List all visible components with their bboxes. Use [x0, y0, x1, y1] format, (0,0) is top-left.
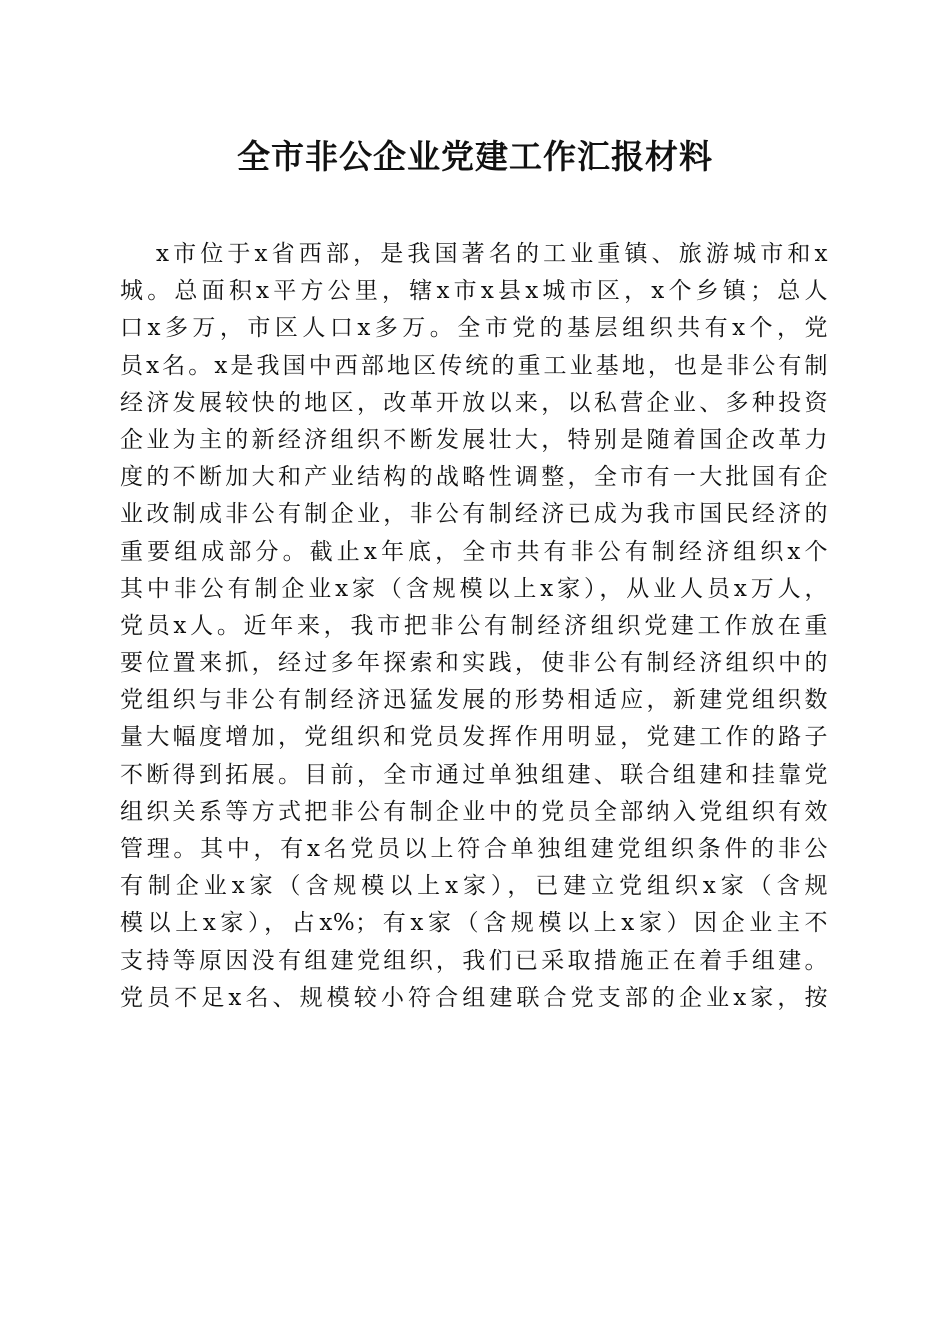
body-line: 党组织与非公有制经济迅猛发展的形势相适应，新建党组织数 [120, 687, 828, 714]
body-line: 模以上x家），占x%；有x家（含规模以上x家）因企业主不 [120, 910, 828, 937]
body-line: 组织关系等方式把非公有制企业中的党员全部纳入党组织有效 [120, 798, 828, 825]
body-line: 业改制成非公有制企业，非公有制经济已成为我市国民经济的 [120, 501, 828, 528]
body-line: x市位于x省西部，是我国著名的工业重镇、旅游城市和x [156, 241, 828, 267]
body-line: 重要组成部分。截止x年底，全市共有非公有制经济组织x个 [120, 538, 828, 565]
body-line: 党员不足x名、规模较小符合组建联合党支部的企业x家，按 [120, 984, 828, 1011]
body-line: 不断得到拓展。目前，全市通过单独组建、联合组建和挂靠党 [120, 761, 828, 788]
body-line: 管理。其中，有x名党员以上符合单独组建党组织条件的非公 [120, 836, 828, 862]
body-line: 企业为主的新经济组织不断发展壮大，特别是随着国企改革力 [120, 426, 828, 453]
body-line: 员x名。x是我国中西部地区传统的重工业基地，也是非公有制 [120, 352, 828, 379]
document-body [120, 236, 828, 1017]
body-line: 其中非公有制企业x家（含规模以上x家），从业人员x万人， [120, 575, 828, 602]
body-line: 城。总面积x平方公里，辖x市x县x城市区，x个乡镇；总人 [120, 278, 828, 305]
body-line: 量大幅度增加，党组织和党员发挥作用明显，党建工作的路子 [120, 724, 828, 751]
body-line: 要位置来抓，经过多年探索和实践，使非公有制经济组织中的 [120, 650, 828, 677]
document-title: 全市非公企业党建工作汇报材料 [237, 137, 713, 176]
body-line: 经济发展较快的地区，改革开放以来，以私营企业、多种投资 [120, 389, 828, 416]
body-line: 支持等原因没有组建党组织，我们已采取措施正在着手组建。 [120, 947, 828, 974]
body-line: 度的不断加大和产业结构的战略性调整，全市有一大批国有企 [120, 464, 828, 491]
body-line: 口x多万，市区人口x多万。全市党的基层组织共有x个，党 [120, 315, 828, 342]
body-line: 有制企业x家（含规模以上x家），已建立党组织x家（含规 [120, 873, 828, 900]
body-line: 党员x人。近年来，我市把非公有制经济组织党建工作放在重 [120, 612, 828, 639]
